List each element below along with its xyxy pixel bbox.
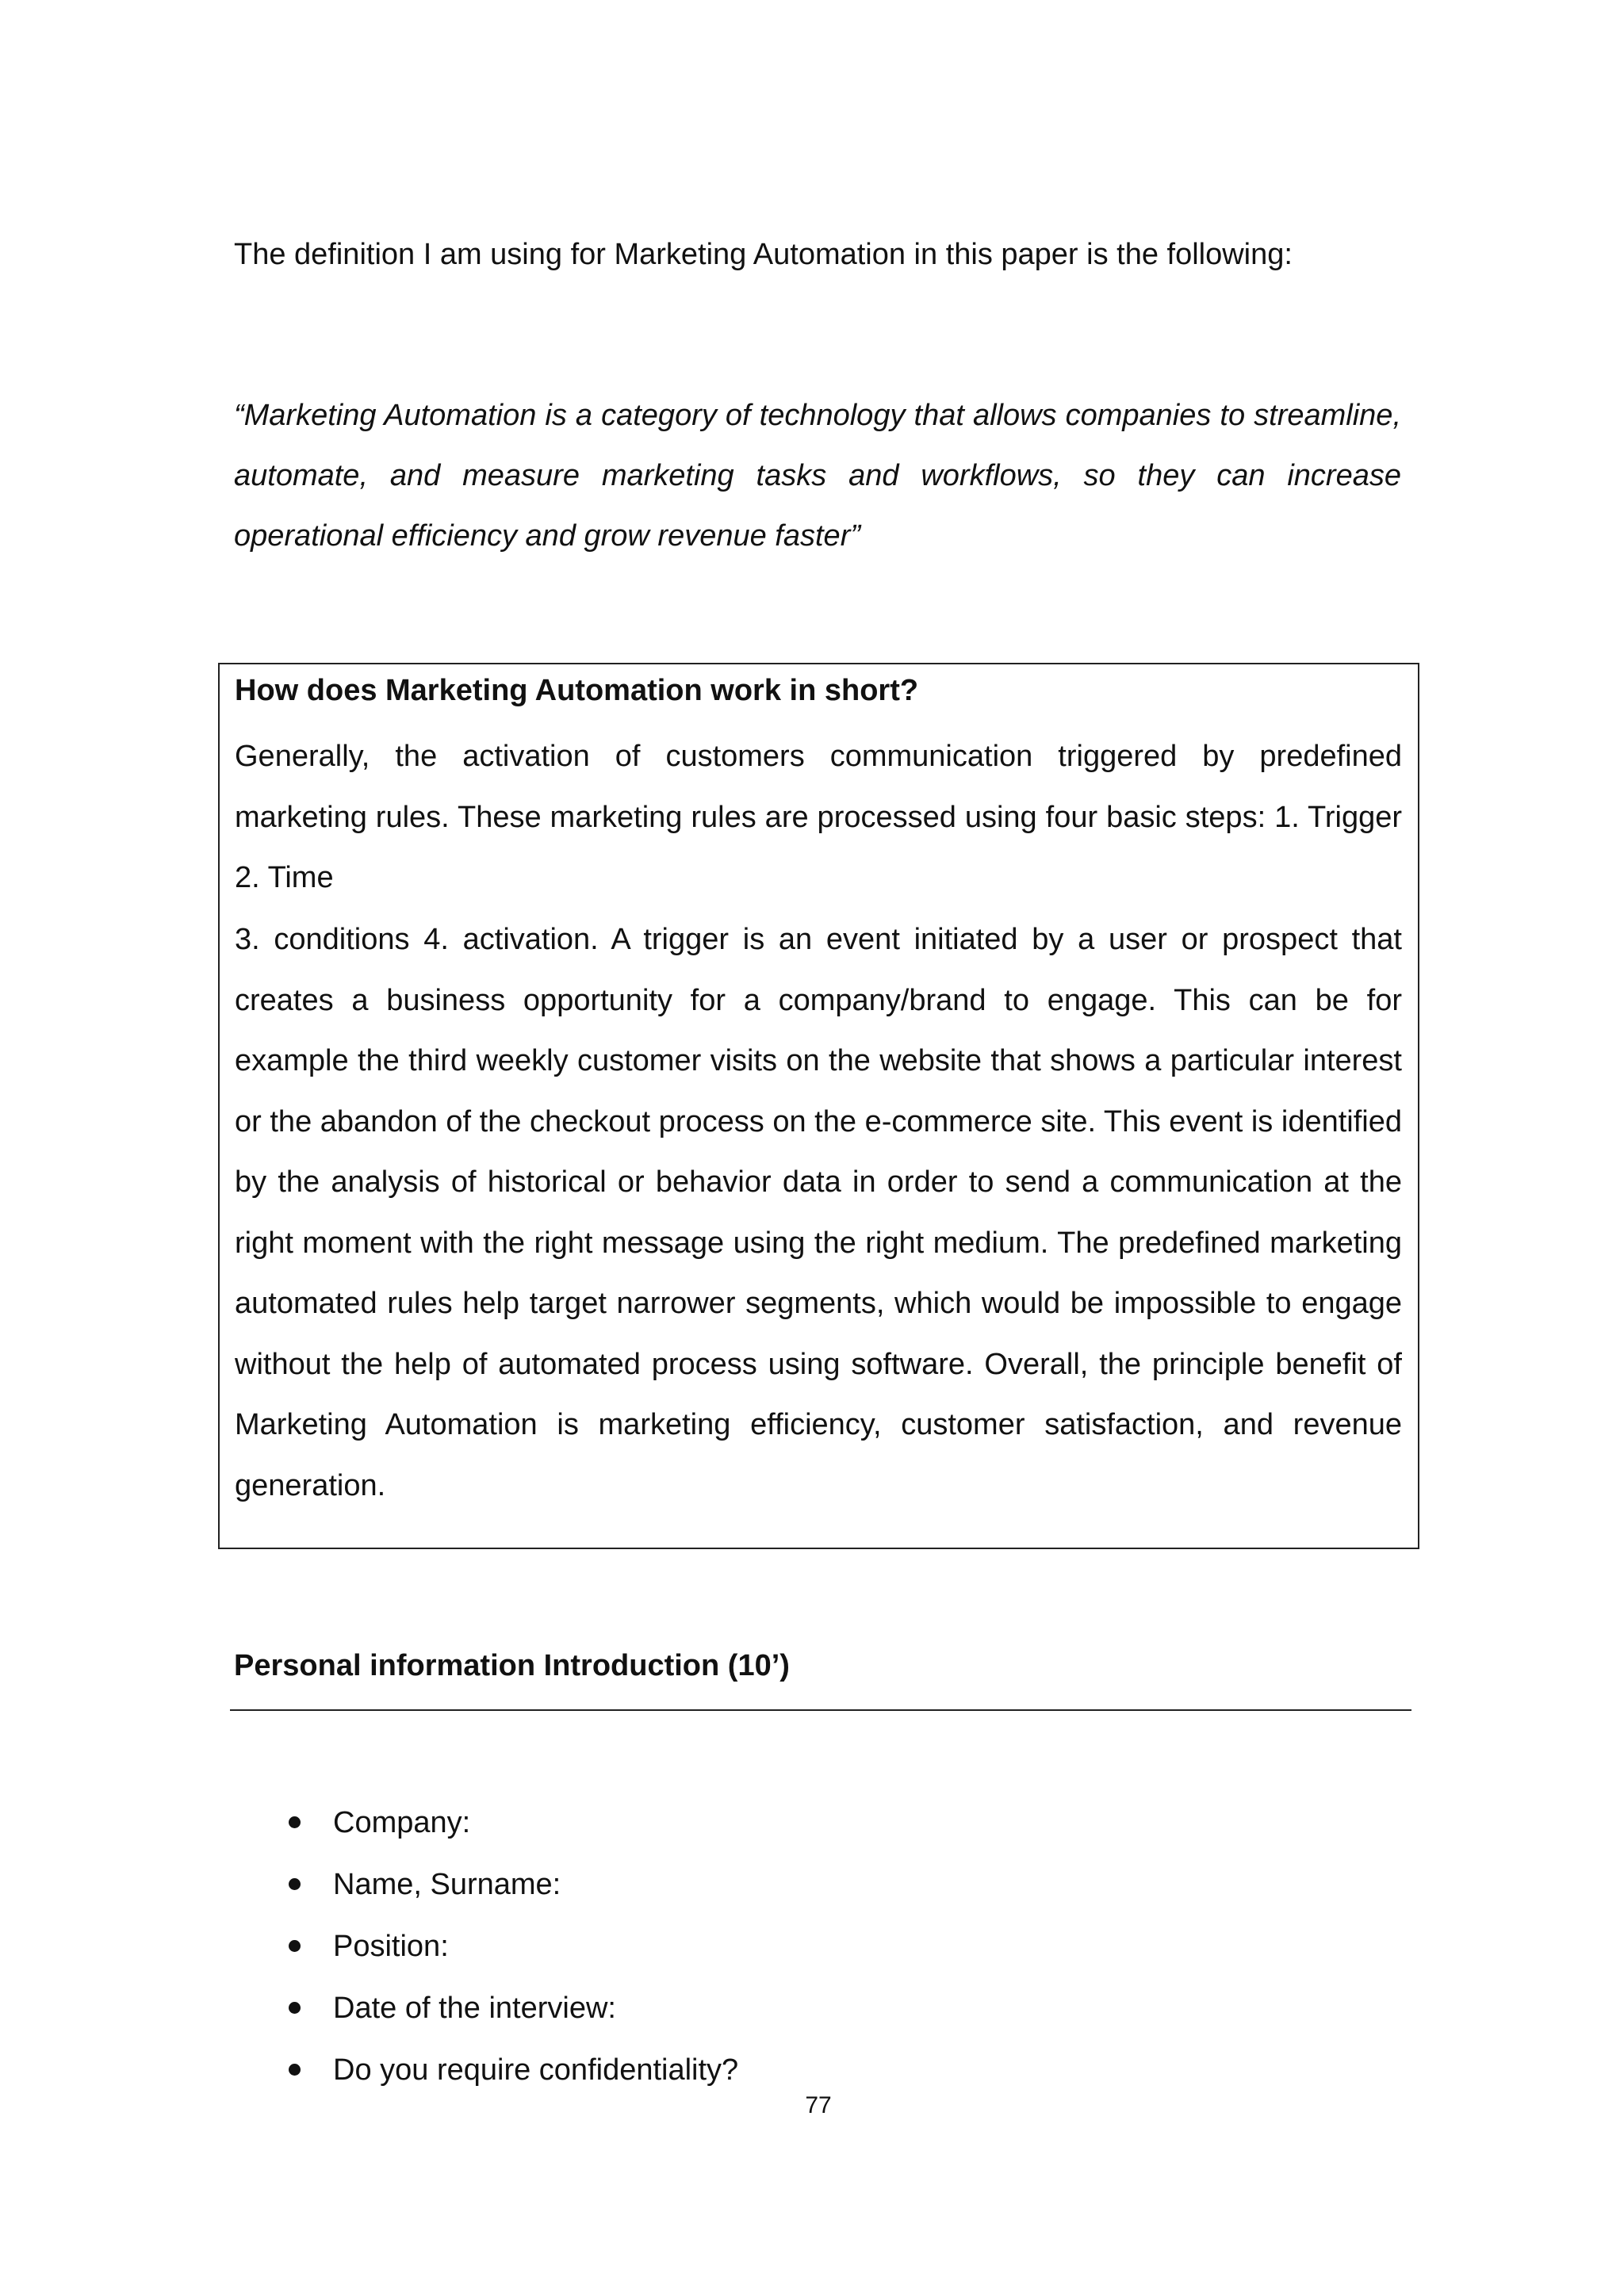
bullet-icon [289,1816,301,1828]
list-item [285,1915,738,1977]
box-paragraph-1: Generally, the activation of customers communication triggered by predefined marketing rules. These marketing rules are processed using four basic steps: 1. Trigger 2. Time [235,740,1402,894]
list-item-label: Company: [333,1806,471,1839]
list-item [285,1792,738,1854]
bullet-icon [289,1878,301,1890]
list-item [285,1977,738,2039]
section-heading: Personal information Introduction (10’) [234,1649,790,1682]
list-item-label: Name, Surname: [333,1868,561,1901]
list-item-label: Position: [333,1930,449,1963]
list-item [285,1854,738,1915]
list-item-label: Date of the interview: [333,1992,616,2025]
intro-paragraph: The definition I am using for Marketing Automation in this paper is the following: [234,238,1293,271]
box-paragraph-2: 3. conditions 4. activation. A trigger is an event initiated by a user or prospect that creates a business opportunity for a company/brand to engage. This can be for example the third weekly customer visits on the website that shows a particular interest or the abandon of the checkout process on the e-commerce site. This event is identified by the analysis of historical or behavior data in order to send a communication at the right moment with the right message using the right medium. The predefined marketing automated rules help target narrower segments, which would be impossible to engage without the help of automated process using software. Overall, the principle benefit of Marketing Automation is marketing efficiency, customer satisfaction, and revenue generation. [235,923,1402,1502]
bullet-icon [289,1940,301,1952]
section-divider [230,1709,1411,1711]
personal-info-list [285,1792,738,2101]
definition-quote: “Marketing Automation is a category of technology that allows companies to streamline, automate, and measure marketing tasks and workflows, so they can increase operational efficiency and grow revenue faster” [234,399,1401,553]
box-title: How does Marketing Automation work in short? [235,674,919,707]
explanation-box [218,663,1419,1549]
page-number: 77 [805,2092,832,2118]
bullet-icon [289,2064,301,2076]
bullet-icon [289,2002,301,2014]
list-item-label: Do you require confidentiality? [333,2053,739,2087]
